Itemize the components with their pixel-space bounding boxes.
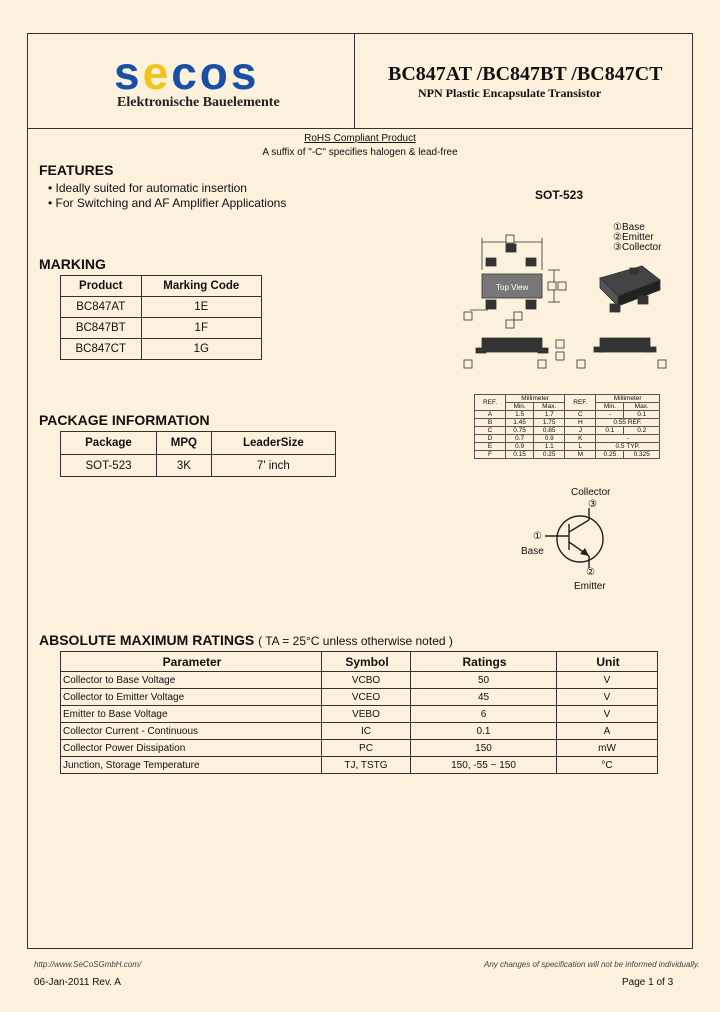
table-cell: Collector to Emitter Voltage: [61, 689, 322, 706]
table-cell: IC: [322, 723, 411, 740]
table-cell: M: [565, 451, 596, 459]
marking-table: [60, 275, 262, 360]
dim-unit-header: Millimeter: [506, 395, 565, 403]
ratings-heading: ABSOLUTE MAXIMUM RATINGS: [39, 632, 255, 648]
collector-label: Collector: [571, 487, 611, 498]
ratings-condition: ( TA = 25°C unless otherwise noted ): [258, 634, 453, 648]
table-row: [61, 757, 658, 774]
table-cell: 0.2: [624, 427, 660, 435]
table-row: [61, 455, 336, 477]
table-cell: BC847BT: [61, 318, 142, 339]
table-cell: 0.55 REF.: [596, 419, 660, 427]
package-table-header: LeaderSize: [211, 432, 335, 455]
company-url[interactable]: http://www.SeCoSGmbH.com/: [34, 960, 142, 969]
table-cell: 0.15: [506, 451, 534, 459]
ratings-table: [60, 651, 658, 774]
table-cell: BC847AT: [61, 297, 142, 318]
table-cell: 50: [411, 672, 557, 689]
table-cell: J: [565, 427, 596, 435]
table-cell: 1.75: [534, 419, 565, 427]
top-view-label: Top View: [496, 283, 529, 292]
ratings-table-header: Unit: [557, 652, 658, 672]
dim-max-header: Max.: [624, 403, 660, 411]
table-cell: 0.5 TYP.: [596, 443, 660, 451]
table-row: [475, 451, 660, 459]
table-cell: L: [565, 443, 596, 451]
dim-ref-header: REF.: [565, 395, 596, 411]
pin2-marker: ②: [586, 567, 595, 578]
header-vertical-divider: [354, 33, 355, 128]
table-cell: V: [557, 689, 658, 706]
table-cell: 1G: [141, 339, 261, 360]
pin-collector-label: ③Collector: [613, 242, 662, 253]
table-cell: BC847CT: [61, 339, 142, 360]
feature-item: • Ideally suited for automatic insertion: [48, 181, 247, 195]
halogen-note: A suffix of "-C" specifies halogen & lead-free: [262, 147, 458, 158]
table-cell: Collector Power Dissipation: [61, 740, 322, 757]
table-cell: H: [565, 419, 596, 427]
table-cell: 0.1: [624, 411, 660, 419]
table-cell: 0.25: [534, 451, 565, 459]
table-cell: 150: [411, 740, 557, 757]
table-cell: 45: [411, 689, 557, 706]
table-cell: VEBO: [322, 706, 411, 723]
table-row: [61, 689, 658, 706]
feature-item: • For Switching and AF Amplifier Applications: [48, 196, 287, 210]
dim-ref-header: REF.: [475, 395, 506, 411]
table-cell: mW: [557, 740, 658, 757]
pin3-marker: ③: [588, 499, 597, 510]
table-row: [475, 419, 660, 427]
table-row: [475, 411, 660, 419]
table-cell: °C: [557, 757, 658, 774]
dimension-table: [474, 394, 660, 459]
package-info-heading: PACKAGE INFORMATION: [39, 412, 210, 428]
table-cell: A: [475, 411, 506, 419]
table-cell: 1F: [141, 318, 261, 339]
table-cell: PC: [322, 740, 411, 757]
pin-emitter-label: ②Emitter: [613, 232, 654, 243]
table-cell: C: [475, 427, 506, 435]
ratings-table-header: Parameter: [61, 652, 322, 672]
table-cell: -: [596, 411, 624, 419]
table-cell: 0.1: [596, 427, 624, 435]
dim-min-header: Min.: [596, 403, 624, 411]
table-cell: TJ, TSTG: [322, 757, 411, 774]
table-cell: VCEO: [322, 689, 411, 706]
base-label: Base: [521, 546, 544, 557]
ratings-table-header: Ratings: [411, 652, 557, 672]
table-cell: 1.45: [506, 419, 534, 427]
table-cell: 0.1: [411, 723, 557, 740]
table-cell: -: [596, 435, 660, 443]
table-cell: VCBO: [322, 672, 411, 689]
table-cell: 1.7: [534, 411, 565, 419]
pin1-marker: ①: [533, 531, 542, 542]
table-cell: Junction, Storage Temperature: [61, 757, 322, 774]
table-row: [61, 706, 658, 723]
table-cell: K: [565, 435, 596, 443]
features-heading: FEATURES: [39, 162, 114, 178]
table-row: [61, 672, 658, 689]
document-title: BC847AT /BC847BT /BC847CT: [388, 63, 663, 85]
package-table-header: MPQ: [156, 432, 211, 455]
table-cell: 3K: [156, 455, 211, 477]
npn-transistor-symbol: [545, 508, 615, 570]
table-row: [61, 318, 262, 339]
page-number: Page 1 of 3: [622, 977, 674, 988]
table-cell: 0.325: [624, 451, 660, 459]
table-cell: Emitter to Base Voltage: [61, 706, 322, 723]
table-row: [475, 443, 660, 451]
table-row: [475, 427, 660, 435]
table-cell: A: [557, 723, 658, 740]
table-row: [61, 297, 262, 318]
package-outline-drawing: [460, 230, 670, 375]
logo-subtitle: Elektronische Bauelemente: [117, 95, 280, 110]
table-cell: 0.85: [534, 427, 565, 435]
package-name: SOT-523: [535, 188, 584, 202]
package-table-header: Package: [61, 432, 157, 455]
emitter-label: Emitter: [574, 581, 606, 592]
dim-max-header: Max.: [534, 403, 565, 411]
document-subtitle: NPN Plastic Encapsulate Transistor: [418, 86, 602, 100]
table-cell: 1E: [141, 297, 261, 318]
pin-base-label: ①Base: [613, 222, 645, 233]
revision-date: 06-Jan-2011 Rev. A: [34, 977, 121, 988]
table-row: [61, 339, 262, 360]
table-cell: 0.7: [506, 435, 534, 443]
table-cell: Collector Current - Continuous: [61, 723, 322, 740]
table-cell: V: [557, 706, 658, 723]
table-cell: 150, -55 ~ 150: [411, 757, 557, 774]
spec-change-notice: Any changes of specification will not be informed individually.: [484, 960, 700, 969]
table-cell: B: [475, 419, 506, 427]
rohs-line: RoHS Compliant Product: [304, 133, 416, 144]
table-cell: E: [475, 443, 506, 451]
table-cell: Collector to Base Voltage: [61, 672, 322, 689]
table-cell: D: [475, 435, 506, 443]
marking-table-header: Product: [61, 276, 142, 297]
table-row: [61, 723, 658, 740]
dim-unit-header: Millimeter: [596, 395, 660, 403]
table-cell: 6: [411, 706, 557, 723]
table-cell: F: [475, 451, 506, 459]
table-cell: V: [557, 672, 658, 689]
table-cell: 0.9: [506, 443, 534, 451]
company-logo: secos: [114, 47, 260, 99]
table-cell: 0.75: [506, 427, 534, 435]
ratings-heading-line: [39, 632, 453, 648]
table-cell: 7' inch: [211, 455, 335, 477]
package-info-table: [60, 431, 336, 477]
header-divider: [27, 128, 693, 129]
table-cell: SOT-523: [61, 455, 157, 477]
marking-heading: MARKING: [39, 256, 106, 272]
table-row: [475, 435, 660, 443]
ratings-table-header: Symbol: [322, 652, 411, 672]
table-cell: 1.1: [534, 443, 565, 451]
table-cell: 1.5: [506, 411, 534, 419]
marking-table-header: Marking Code: [141, 276, 261, 297]
table-cell: 0.9: [534, 435, 565, 443]
table-row: [61, 740, 658, 757]
table-cell: C: [565, 411, 596, 419]
dim-min-header: Min.: [506, 403, 534, 411]
table-cell: 0.25: [596, 451, 624, 459]
